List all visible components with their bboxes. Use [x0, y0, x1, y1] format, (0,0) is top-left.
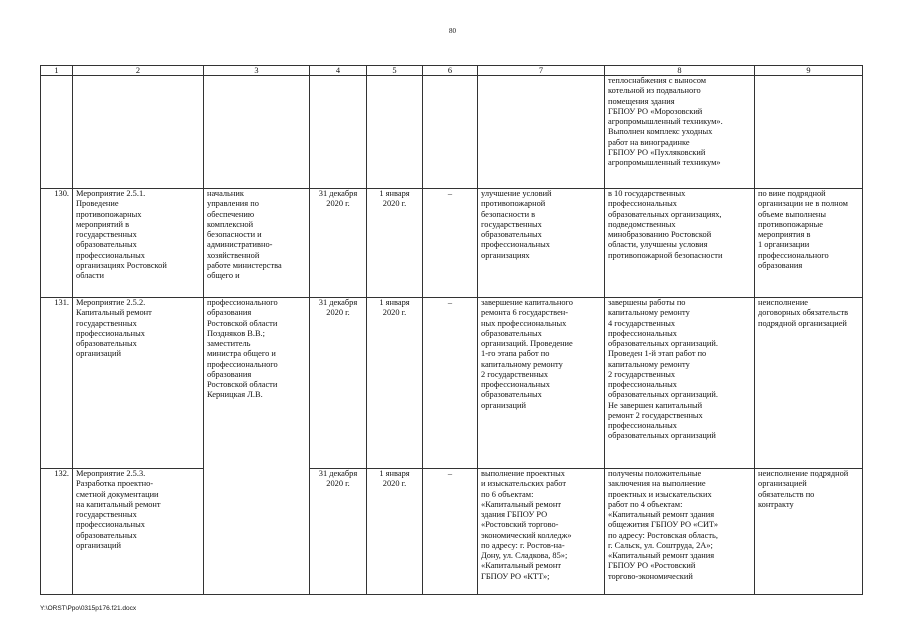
- event-cell: Мероприятие 2.5.2. Капитальный ремонт государственных профессиональных образовательных организаций: [73, 298, 204, 469]
- header-cell: 8: [605, 66, 755, 76]
- header-cell: 7: [478, 66, 605, 76]
- col6-cell: –: [423, 469, 478, 595]
- planned-date-cell: [310, 76, 367, 189]
- actual-result-cell: в 10 государственных профессиональных образовательных организациях, подведомственных минобразованию Ростовской области, улучшены условия противопожарной безопасности: [605, 189, 755, 298]
- header-cell: 3: [204, 66, 310, 76]
- header-cell: 4: [310, 66, 367, 76]
- planned-date-cell: 31 декабря 2020 г.: [310, 189, 367, 298]
- reason-cell: по вине подрядной организации не в полном объеме выполнены противопожарные мероприятия в 1 организации профессионального образования: [755, 189, 863, 298]
- row-number: 130.: [41, 189, 73, 298]
- actual-result-cell: получены положительные заключения на выполнение проектных и изыскательских работ по 4 объектам: «Капитальный ремонт здания общежития ГБПОУ РО «СИТ» по адресу: Ростовская область, г. Сальск, ул. Соштруда, 2А»; «Капитальный ремонт здания ГБПОУ РО «Ростовский торгово-экономический: [605, 469, 755, 595]
- report-table: [40, 65, 863, 595]
- page-number: 80: [449, 27, 456, 35]
- actual-result-cell: завершены работы по капитальному ремонту 4 государственных профессиональных образовательных организаций. Проведен 1-й этап работ по капитальному ремонту 2 государственных профессиональных образовательных организаций. Не завершен капитальный ремонт 2 государственных профессиональных образовательных организаций: [605, 298, 755, 469]
- header-cell: 6: [423, 66, 478, 76]
- actual-date-cell: 1 января 2020 г.: [367, 189, 423, 298]
- row-number: 131.: [41, 298, 73, 469]
- table-row: [41, 469, 863, 595]
- event-cell: [73, 76, 204, 189]
- actual-result-cell: теплоснабжения с выносом котельной из подвального помещения здания ГБПОУ РО «Морозовский агропромышленный техникум». Выполнен комплекс уходных работ на виноградинке ГБПОУ РО «Пухляковский агропромышленный техникум»: [605, 76, 755, 189]
- responsible-cell: [204, 76, 310, 189]
- header-cell: 5: [367, 66, 423, 76]
- responsible-cell: профессионального образования Ростовской области Позднякoв В.В.; заместитель министра общего и профессионального образования Ростовской области Керницкая Л.В.: [204, 298, 310, 595]
- planned-date-cell: 31 декабря 2020 г.: [310, 298, 367, 469]
- col6-cell: –: [423, 298, 478, 469]
- row-number: 132.: [41, 469, 73, 595]
- table-row: [41, 189, 863, 298]
- actual-date-cell: 1 января 2020 г.: [367, 298, 423, 469]
- planned-result-cell: [478, 76, 605, 189]
- event-cell: Мероприятие 2.5.1. Проведение противопожарных мероприятий в государственных образовательных профессиональных организациях Ростовской области: [73, 189, 204, 298]
- col6-cell: –: [423, 189, 478, 298]
- row-number: [41, 76, 73, 189]
- planned-result-cell: завершение капитального ремонта 6 государствен- ных профессиональных образовательных организаций. Проведение 1-го этапа работ по капитальному ремонту 2 государственных профессиональных образовательных организаций: [478, 298, 605, 469]
- reason-cell: неисполнение договорных обязательств подрядной организацией: [755, 298, 863, 469]
- file-path-footer: Y:\ORST\Ppo\0315p176.f21.docx: [40, 605, 137, 612]
- planned-date-cell: 31 декабря 2020 г.: [310, 469, 367, 595]
- col6-cell: [423, 76, 478, 189]
- header-cell: 1: [41, 66, 73, 76]
- actual-date-cell: 1 января 2020 г.: [367, 469, 423, 595]
- header-cell: 9: [755, 66, 863, 76]
- table-row: [41, 76, 863, 189]
- planned-result-cell: выполнение проектных и изыскательских работ по 6 объектам: «Капитальный ремонт здания ГБПОУ РО «Ростовский торгово- экономический колледж» по адресу: г. Ростов-на- Дону, ул. Сладкова, 85»; «Капитальный ремонт ГБПОУ РО «КТТ»;: [478, 469, 605, 595]
- header-cell: 2: [73, 66, 204, 76]
- reason-cell: неисполнение подрядной организацией обязательств по контракту: [755, 469, 863, 595]
- responsible-cell: начальник управления по обеспечению комплексной безопасности и административно- хозяйственной работе министерства общего и: [204, 189, 310, 298]
- actual-date-cell: [367, 76, 423, 189]
- planned-result-cell: улучшение условий противопожарной безопасности в государственных образовательных профессиональных организациях: [478, 189, 605, 298]
- reason-cell: [755, 76, 863, 189]
- event-cell: Мероприятие 2.5.3. Разработка проектно- сметной документации на капитальный ремонт государственных профессиональных образовательных организаций: [73, 469, 204, 595]
- table-row: [41, 298, 863, 469]
- header-row: [41, 66, 863, 76]
